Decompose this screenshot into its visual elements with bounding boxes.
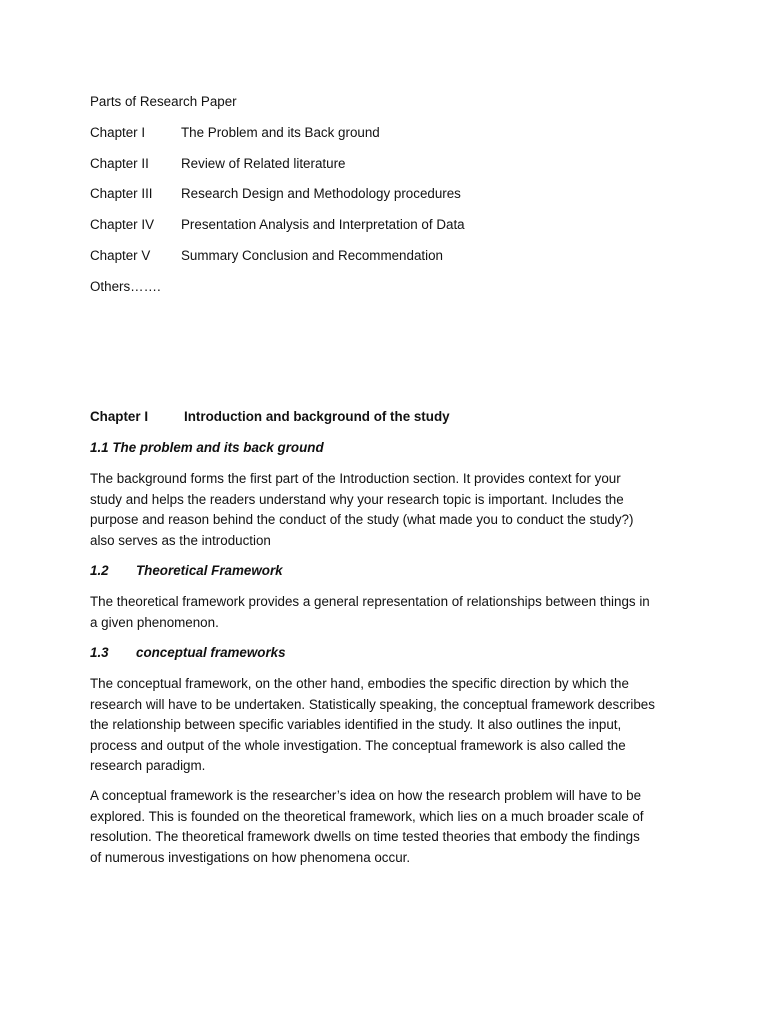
chapter-label: Chapter I [90, 409, 149, 424]
section-title: Theoretical Framework [136, 563, 283, 578]
paragraph-line: study and helps the readers understand why your research topic is important. Includes the [90, 491, 624, 507]
paragraph-line: explored. This is founded on the theoretical framework, which lies on a much broader scale of [90, 808, 644, 824]
section-title: conceptual frameworks [136, 645, 286, 660]
chapter-heading [90, 407, 450, 428]
outline-chapter-label: Chapter V [90, 248, 151, 263]
outline-row [90, 123, 380, 144]
outline-chapter-title: Research Design and Methodology procedures [181, 186, 461, 201]
outline-row [90, 215, 465, 236]
paragraph-line: resolution. The theoretical framework dwells on time tested theories that embody the findings [90, 829, 640, 845]
paragraph-line: a given phenomenon. [90, 614, 219, 630]
outline-chapter-label: Chapter I [90, 125, 146, 140]
outline-chapter-title: Summary Conclusion and Recommendation [181, 248, 443, 263]
section-1-3-paragraph-1 [90, 674, 690, 777]
outline-chapter-title: Review of Related literature [181, 156, 346, 171]
section-number: 1.2 [90, 563, 109, 578]
outline-chapter-title: Presentation Analysis and Interpretation of Data [181, 217, 465, 232]
section-1-3-paragraph-2 [90, 786, 690, 868]
paragraph-line: research will have to be undertaken. Statistically speaking, the conceptual framework describes [90, 696, 655, 712]
section-number: 1.3 [90, 645, 109, 660]
paragraph-line: of numerous investigations on how phenomena occur. [90, 849, 411, 865]
outline-title: Parts of Research Paper [90, 94, 237, 109]
paragraph-line: research paradigm. [90, 758, 206, 774]
outline-row [90, 184, 461, 205]
section-1-1-paragraph [90, 469, 690, 551]
outline-row [90, 154, 346, 175]
paragraph-line: process and output of the whole investigation. The conceptual framework is also called the [90, 737, 626, 753]
paragraph-line: The conceptual framework, on the other hand, embodies the specific direction by which the [90, 676, 629, 691]
section-heading-1-3 [90, 643, 286, 664]
paragraph-line: purpose and reason behind the conduct of the study (what made you to conduct the study?) [90, 512, 634, 528]
paragraph-line: also serves as the introduction [90, 532, 271, 548]
section-1-2-paragraph [90, 592, 690, 633]
outline-chapter-label: Chapter IV [90, 217, 155, 232]
section-heading-1-1: 1.1 The problem and its back ground [90, 440, 324, 455]
outline-chapter-label: Chapter III [90, 186, 153, 201]
paragraph-line: A conceptual framework is the researcher’s idea on how the research problem will have to be [90, 788, 642, 803]
paragraph-line: The background forms the first part of the Introduction section. It provides context for your [90, 471, 621, 486]
chapter-title: Introduction and background of the study [184, 409, 450, 424]
paragraph-line: The theoretical framework provides a general representation of relationships between things in [90, 594, 650, 609]
outline-chapter-title: The Problem and its Back ground [181, 125, 380, 140]
paragraph-line: the relationship between specific variables identified in the study. It also outlines the input, [90, 717, 622, 733]
outline-row [90, 246, 443, 267]
outline-others: Others……. [90, 279, 161, 294]
outline-chapter-label: Chapter II [90, 156, 149, 171]
section-heading-1-2 [90, 561, 283, 582]
